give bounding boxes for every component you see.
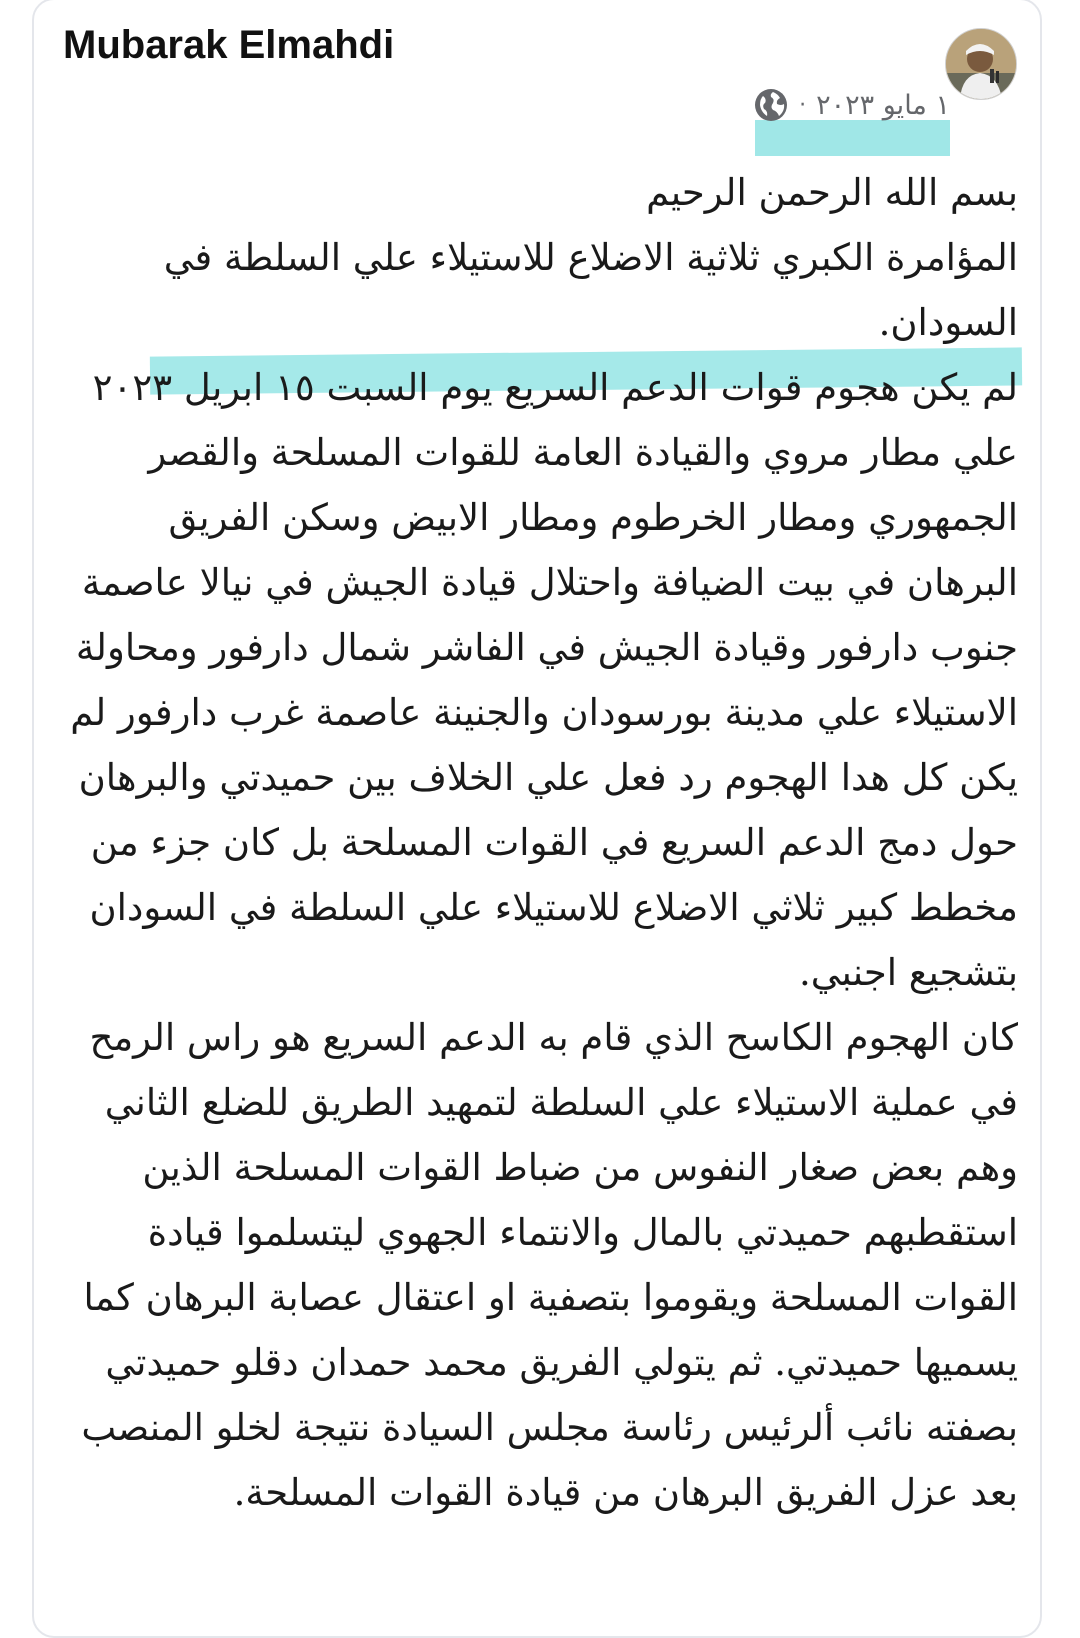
meta-separator: · — [799, 92, 807, 118]
author-name[interactable]: Mubarak Elmahdi — [63, 23, 395, 67]
post-paragraph-1: بسم الله الرحمن الرحيم — [646, 171, 1018, 214]
avatar-photo — [946, 29, 1016, 99]
post-body — [70, 160, 1018, 1525]
globe-icon[interactable] — [753, 87, 789, 123]
avatar[interactable] — [945, 28, 1017, 100]
post-date[interactable]: ١ مايو ٢٠٢٣ — [816, 89, 950, 121]
post-paragraph-3: لم يكن هجوم قوات الدعم السريع يوم السبت ١٥ ابريل ٢٠٢٣ علي مطار مروي والقيادة العامة للقوات المسلحة والقصر الجمهوري ومطار الخرطوم ومطار الابيض وسكن الفريق البرهان في بيت الضيافة واحتلال قيادة الجيش في نيالا عاصمة جنوب دارفور وقيادة الجيش في الفاشر شمال دارفور ومحاولة الاستيلاء علي مدينة بورسودان والجنينة عاصمة غرب دارفور لم يكن كل هدا الهجوم رد فعل علي الخلاف بين حميدتي والبرهان حول دمج الدعم السريع في القوات المسلحة بل كان جزء من مخطط كبير ثلاثي الاضلاع للاستيلاء علي السلطة في السودان بتشجيع اجنبي. — [70, 366, 1018, 994]
post-paragraph-4: كان الهجوم الكاسح الذي قام به الدعم السريع هو راس الرمح في عملية الاستيلاء علي السلطة لتمهيد الطريق للضلع الثاني وهم بعض صغار النفوس من ضباط القوات المسلحة الذين استقطبهم حميدتي بالمال والانتماء الجهوي ليتسلموا قيادة القوات المسلحة ويقوموا بتصفية او اعتقال عصابة البرهان كما يسميها حميدتي. ثم يتولي الفريق محمد حمدان دقلو حميدتي بصفته نائب ألرئيس رئاسة مجلس السيادة نتيجة لخلو المنصب بعد عزل الفريق البرهان من قيادة القوات المسلحة. — [81, 1016, 1018, 1514]
post-meta — [753, 84, 950, 126]
post-paragraph-2: المؤامرة الكبري ثلاثية الاضلاع للاستيلاء علي السلطة في السودان. — [163, 236, 1018, 344]
